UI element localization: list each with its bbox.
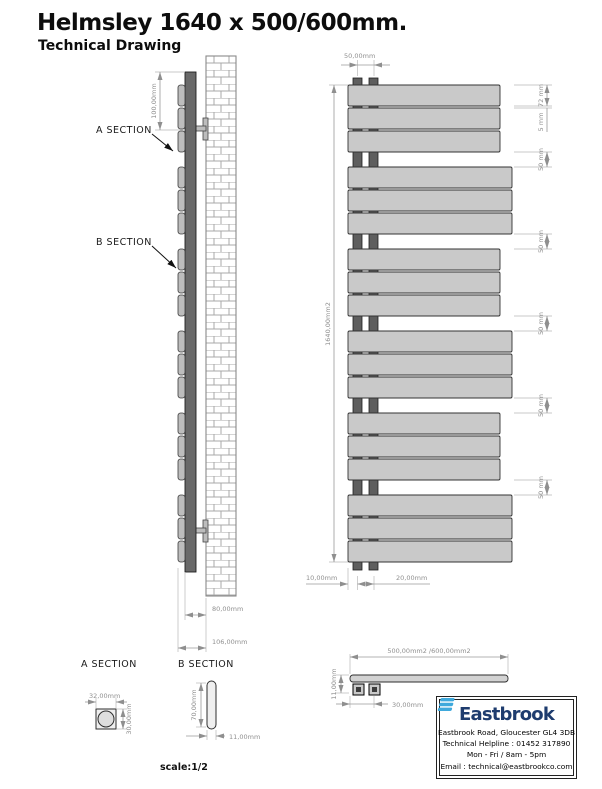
- dim-group-gap-4: 50 mm: [537, 393, 545, 418]
- side-slat-edge: [178, 213, 185, 234]
- front-slat: [348, 331, 512, 352]
- front-slat: [348, 295, 500, 316]
- side-slat-edge: [178, 167, 185, 188]
- front-slat: [348, 377, 512, 398]
- page-subtitle: Technical Drawing: [38, 38, 182, 54]
- side-slat-edge: [178, 377, 185, 398]
- side-label-b-section: B SECTION: [96, 237, 152, 248]
- side-slat-edge: [178, 518, 185, 539]
- front-slat: [348, 108, 500, 129]
- dim-panel-height: 72 mm: [537, 83, 545, 108]
- manufacturer-info-inner: [439, 699, 574, 776]
- dim-tube-offset: 30,00mm: [392, 701, 424, 709]
- dim-slat-width: 500,00mm2 /600,00mm2: [387, 647, 471, 655]
- section-a-label: A SECTION: [81, 659, 137, 670]
- brand-logo-text: Eastbrook: [458, 704, 555, 726]
- a-section-leader-arrow: [152, 134, 173, 151]
- front-slat: [348, 459, 500, 480]
- front-slat: [348, 85, 500, 106]
- section-a-dim-height: 30,00mm: [125, 703, 133, 735]
- scale-note: scale:1/2: [160, 762, 208, 773]
- section-a-bore: [98, 711, 114, 727]
- front-slat: [348, 272, 500, 293]
- front-slat: [348, 213, 512, 234]
- section-b-dim-height: 70,00mm: [190, 689, 198, 721]
- section-a-detail: [81, 659, 137, 735]
- section-b-label: B SECTION: [178, 659, 234, 670]
- front-slat: [348, 436, 500, 457]
- section-b-detail: [178, 659, 260, 741]
- page-title: Helmsley 1640 x 500/600mm.: [37, 10, 407, 36]
- dim-overall-height: 1640,00mm2: [324, 302, 332, 346]
- side-slat-edge: [178, 354, 185, 375]
- dim-tapping-centres: 50,00mm: [344, 52, 376, 60]
- dim-group-gap-3: 50 mm: [537, 311, 545, 336]
- side-slat-edge: [178, 331, 185, 352]
- manufacturer-address: Eastbrook Road, Gloucester GL4 3DB: [437, 727, 576, 737]
- front-view: [306, 52, 552, 590]
- side-slat-edge: [178, 295, 185, 316]
- side-slat-edge: [178, 190, 185, 211]
- side-slat-edge: [178, 272, 185, 293]
- brand-wave-icon: [437, 697, 456, 712]
- dim-bottom-left: 10,00mm: [306, 574, 338, 582]
- front-slat: [348, 518, 512, 539]
- top-view-tube-left-bore: [356, 687, 361, 692]
- manufacturer-email: Email : technical@eastbrookco.com: [440, 761, 573, 771]
- dim-group-gap-5: 50 mm: [537, 475, 545, 500]
- dim-total-depth: 106,00mm: [212, 638, 248, 646]
- side-slat-edge: [178, 459, 185, 480]
- dim-panel-gap: 5 mm: [537, 112, 545, 132]
- side-slat-edge: [178, 436, 185, 457]
- side-slat-edge: [178, 541, 185, 562]
- brand-row: [459, 704, 554, 725]
- front-slat: [348, 413, 500, 434]
- side-view: [96, 56, 247, 652]
- dim-bottom-right: 20,00mm: [396, 574, 428, 582]
- b-section-leader-arrow: [152, 246, 176, 268]
- manufacturer-info-box: [436, 696, 577, 779]
- section-a-dim-width: 32,00mm: [89, 692, 121, 700]
- front-slat: [348, 249, 500, 270]
- section-b-dim-width: 11,00mm: [229, 733, 261, 741]
- side-slat-edge: [178, 249, 185, 270]
- dim-group-gap-2: 50 mm: [537, 229, 545, 254]
- side-slat-edge: [178, 131, 185, 152]
- front-slat: [348, 495, 512, 516]
- side-label-a-section: A SECTION: [96, 125, 152, 136]
- top-view-tube-right-bore: [372, 687, 377, 692]
- manufacturer-hours: Mon - Fri / 8am - 5pm: [466, 750, 547, 760]
- side-slat-edge: [178, 495, 185, 516]
- front-slat: [348, 541, 512, 562]
- dim-bracket-offset: 100,00mm: [150, 83, 158, 119]
- section-b-panel-profile: [207, 681, 216, 729]
- wall-hatch: [206, 56, 236, 596]
- wall-bracket-arm-top: [195, 126, 206, 131]
- front-slat: [348, 354, 512, 375]
- front-slat: [348, 167, 512, 188]
- side-slat-edge: [178, 413, 185, 434]
- dim-slat-thickness: 11,00mm: [330, 668, 338, 700]
- wall-bracket-arm-bottom: [195, 528, 206, 533]
- dim-group-gap-1: 50 mm: [537, 147, 545, 172]
- front-slat: [348, 131, 500, 152]
- right-dim-chain: [514, 84, 552, 499]
- front-slat: [348, 190, 512, 211]
- side-slat-edges: [178, 85, 185, 562]
- dim-wall-gap: 80,00mm: [212, 605, 244, 613]
- side-slat-edge: [178, 85, 185, 106]
- manufacturer-helpline: Technical Helpline : 01452 317890: [442, 738, 571, 748]
- side-radiator-column: [185, 72, 196, 572]
- top-view-slat: [350, 675, 508, 682]
- side-slat-edge: [178, 108, 185, 129]
